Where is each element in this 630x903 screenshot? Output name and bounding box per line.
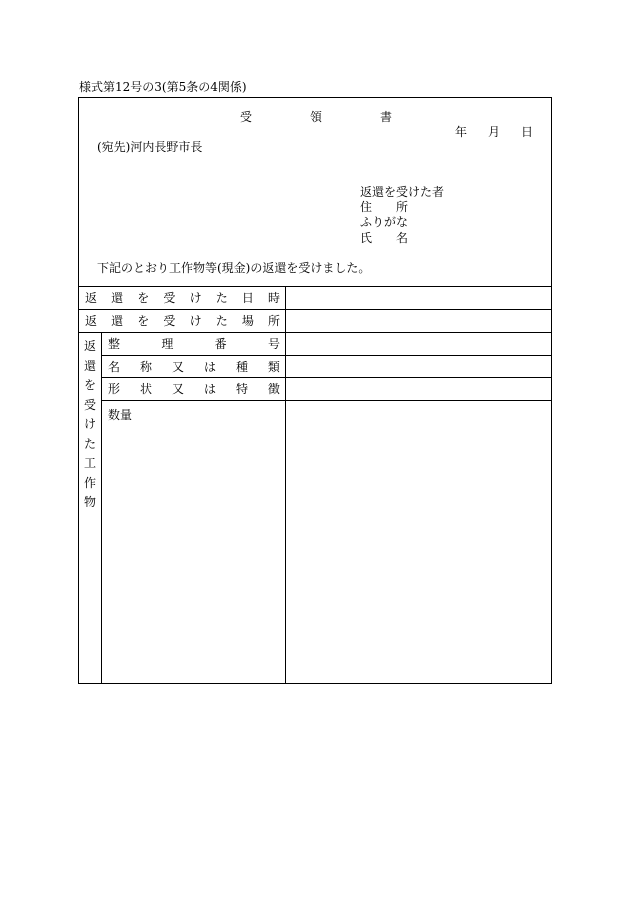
row-label-shape-or-features <box>108 382 280 396</box>
label-char: 理 <box>161 337 174 351</box>
label-char: 物 <box>83 495 96 509</box>
label-char: は <box>203 360 216 374</box>
label-char: 徴 <box>267 382 280 396</box>
label-char: 受 <box>83 397 96 412</box>
group-label-returned-structure <box>79 337 101 513</box>
label-char: 受 <box>163 314 176 328</box>
label-char: 還 <box>111 291 124 305</box>
label-char: け <box>189 291 202 305</box>
label-char: を <box>137 314 150 328</box>
label-char: 受 <box>163 291 176 305</box>
label-char: は <box>203 382 216 396</box>
table-top-rule <box>78 286 552 287</box>
row-label-serial-number <box>108 337 280 351</box>
label-char: 整 <box>108 337 121 351</box>
statement-text: 下記のとおり工作物等(現金)の返還を受けました。 <box>97 261 371 275</box>
name-char: 名 <box>395 231 408 245</box>
row-rule <box>78 332 552 333</box>
quantity-label: 数量 <box>108 408 133 422</box>
label-char: 又 <box>171 360 184 374</box>
label-char: 又 <box>171 382 184 396</box>
row-rule <box>101 377 552 378</box>
title-char: 書 <box>379 110 392 124</box>
label-char: 場 <box>241 314 254 328</box>
label-char: た <box>83 436 96 451</box>
address-label <box>360 200 408 214</box>
furigana-label: ふりがな <box>360 215 409 229</box>
label-char: 類 <box>267 360 280 374</box>
group-divider <box>101 332 102 684</box>
form-number-label: 様式第12号の3(第5条の4関係) <box>79 80 247 94</box>
day-label: 日 <box>520 125 533 139</box>
label-char: 号 <box>267 337 280 351</box>
title-char: 領 <box>309 110 322 124</box>
label-char: た <box>215 291 228 305</box>
label-char: 番 <box>214 337 227 351</box>
label-char: 名 <box>108 360 121 374</box>
label-char: 状 <box>139 382 152 396</box>
label-char: 作 <box>83 475 96 490</box>
label-char: 形 <box>108 382 121 396</box>
label-char: 返 <box>85 314 98 328</box>
date-line <box>455 125 533 139</box>
recipient-heading: 返還を受けた者 <box>360 185 445 199</box>
label-char: 所 <box>267 314 280 328</box>
name-label <box>360 231 408 245</box>
column-divider <box>285 286 286 684</box>
label-char: 返 <box>83 339 96 353</box>
row-label-return-place <box>85 314 280 328</box>
row-rule <box>78 309 552 310</box>
month-label: 月 <box>487 125 500 139</box>
label-char: 時 <box>267 291 280 305</box>
label-char: 還 <box>83 358 96 373</box>
label-char: 称 <box>139 360 152 374</box>
label-char: け <box>189 314 202 328</box>
label-char: た <box>215 314 228 328</box>
row-label-name-or-type <box>108 360 280 374</box>
row-label-return-datetime <box>85 291 280 305</box>
label-char: を <box>83 378 96 392</box>
document-title <box>240 110 392 124</box>
label-char: 工 <box>83 456 96 470</box>
addressee: (宛先)河内長野市長 <box>97 140 203 154</box>
row-rule <box>101 355 552 356</box>
year-label: 年 <box>455 125 468 139</box>
name-char: 氏 <box>360 231 373 245</box>
label-char: 種 <box>235 360 248 374</box>
label-char: 返 <box>85 291 98 305</box>
address-char: 所 <box>395 200 408 214</box>
address-char: 住 <box>360 200 373 214</box>
title-char: 受 <box>240 110 253 124</box>
label-char: 還 <box>111 314 124 328</box>
label-char: け <box>83 417 96 431</box>
label-char: を <box>137 291 150 305</box>
row-rule <box>101 400 552 401</box>
label-char: 日 <box>241 291 254 305</box>
label-char: 特 <box>235 382 248 396</box>
